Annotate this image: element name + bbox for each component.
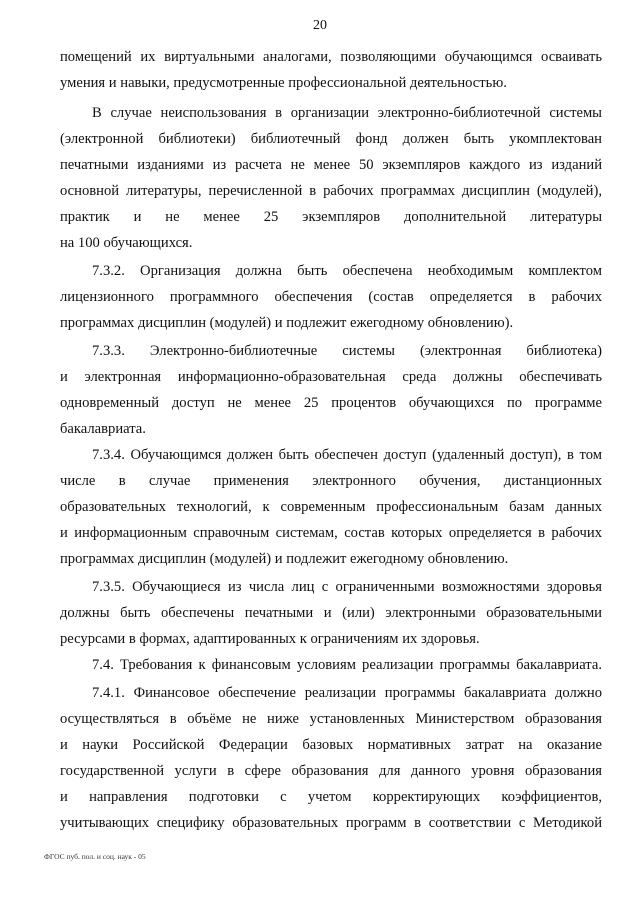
text-line: осуществляться в объёме не ниже установленных Министерством образования <box>60 711 602 727</box>
text-line: В случае неиспользования в организации электронно-библиотечной системы <box>92 105 602 121</box>
text-line: умения и навыки, предусмотренные профессиональной деятельностью. <box>60 75 507 91</box>
text-line: одновременный доступ не менее 25 процентов обучающихся по программе <box>60 395 602 411</box>
text-line: основной литературы, перечисленной в рабочих программах дисциплин (модулей), <box>60 183 602 199</box>
text-line: ресурсами в формах, адаптированных к ограничениям их здоровья. <box>60 631 480 647</box>
text-line: печатными изданиями из расчета не менее 50 экземпляров каждого из изданий <box>60 157 602 173</box>
text-line: образовательных технологий, к современным профессиональным базам данных <box>60 499 602 515</box>
page-number: 20 <box>313 18 327 33</box>
text-line: программах дисциплин (модулей) и подлежит ежегодному обновлению). <box>60 315 514 331</box>
text-line: лицензионного программного обеспечения (состав определяется в рабочих <box>60 289 602 305</box>
text-line: на 100 обучающихся. <box>60 235 193 251</box>
text-line: (электронной библиотеки) библиотечный фонд должен быть укомплектован <box>60 131 602 147</box>
page-footer: ФГОС пуб. пол. и соц. наук - 05 <box>44 852 146 861</box>
text-line: государственной услуги в сфере образования для данного уровня образования <box>60 763 602 779</box>
text-line: практик и не менее 25 экземпляров дополнительной литературы <box>60 209 602 225</box>
text-line: числе в случае применения электронного обучения, дистанционных <box>60 473 602 489</box>
text-line: 7.3.5. Обучающиеся из числа лиц с ограниченными возможностями здоровья <box>92 579 602 595</box>
text-line: 7.3.2. Организация должна быть обеспечена необходимым комплектом <box>92 263 602 279</box>
text-line: 7.3.4. Обучающимся должен быть обеспечен доступ (удаленный доступ), в том <box>92 447 602 463</box>
text-line: помещений их виртуальными аналогами, позволяющими обучающимся осваивать <box>60 49 602 65</box>
text-line: программах дисциплин (модулей) и подлежит ежегодному обновлению. <box>60 551 509 567</box>
text-line: 7.4.1. Финансовое обеспечение реализации программы бакалавриата должно <box>92 685 602 701</box>
text-line: и информационным справочным системам, состав которых определяется в рабочих <box>60 525 602 541</box>
text-line: бакалавриата. <box>60 421 146 437</box>
text-line: и электронная информационно-образовательная среда должны обеспечивать <box>60 369 602 385</box>
text-line: учитывающих специфику образовательных программ в соответствии с Методикой <box>60 815 602 831</box>
text-line: и науки Российской Федерации базовых нормативных затрат на оказание <box>60 737 602 753</box>
text-line: 7.4. Требования к финансовым условиям реализации программы бакалавриата. <box>92 657 602 673</box>
text-line: и направления подготовки с учетом корректирующих коэффициентов, <box>60 789 602 805</box>
text-line: 7.3.3. Электронно-библиотечные системы (электронная библиотека) <box>92 343 602 359</box>
text-line: должны быть обеспечены печатными и (или) электронными образовательными <box>60 605 602 621</box>
